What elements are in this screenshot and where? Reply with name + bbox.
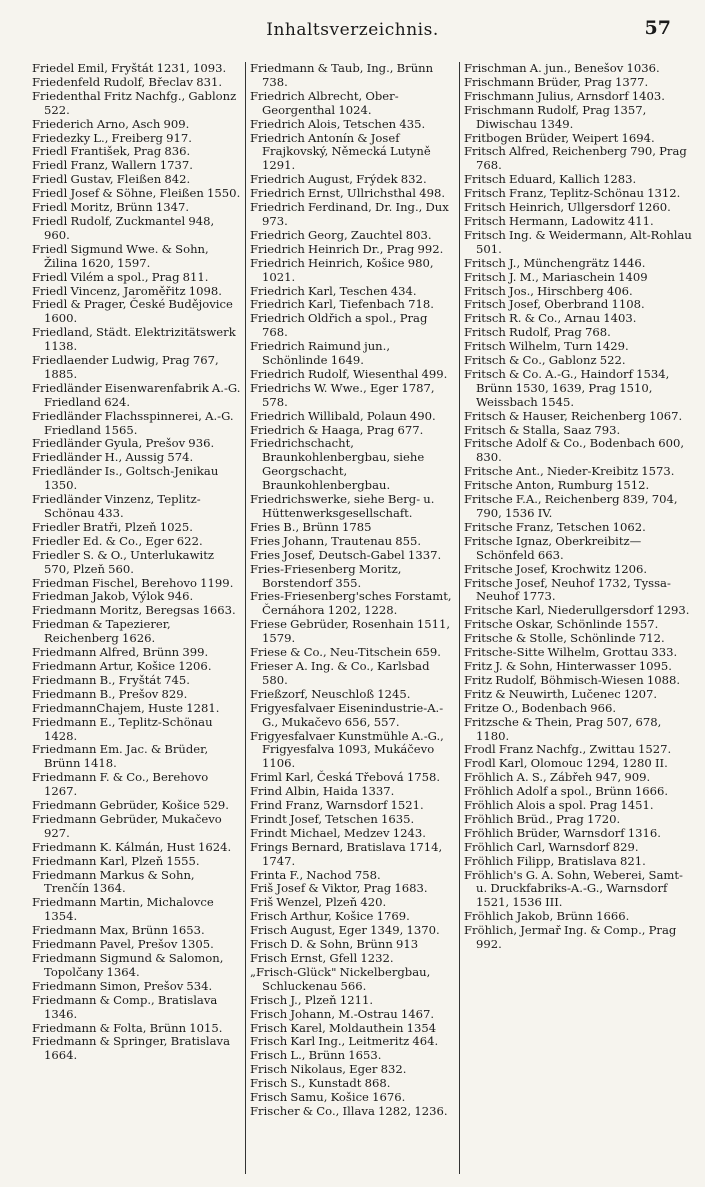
index-entry: Frisch August, Eger 1349, 1370. bbox=[250, 923, 440, 938]
index-entry: Frießzorf, Neuschloß 1245. bbox=[250, 686, 411, 701]
index-entry: Friedrich Heinrich Dr., Prag 992. bbox=[250, 241, 444, 256]
index-entry: Friedmann F. & Co., Berehovo 1267. bbox=[32, 770, 209, 799]
page-header bbox=[0, 14, 705, 44]
index-entry: Frischmann Rudolf, Prag 1357, Diwischau 1349. bbox=[464, 102, 647, 131]
index-column-1 bbox=[32, 62, 246, 1174]
index-entry: Friedler Ed. & Co., Eger 622. bbox=[32, 533, 203, 548]
index-entry: Fritsch Ing. & Weidermann, Alt-Rohlau 501. bbox=[464, 227, 692, 256]
index-entry: Friedrich Georg, Zauchtel 803. bbox=[250, 227, 432, 242]
index-entry: Frinta F., Nachod 758. bbox=[250, 867, 381, 882]
index-entry: Fritsch Heinrich, Ullgersdorf 1260. bbox=[464, 200, 671, 215]
index-entry: Fritsch & Co. A.-G., Haindorf 1534, Brünn 1530, 1639, Prag 1510, Weissbach 1545. bbox=[464, 366, 670, 409]
index-entry: Frisch L., Brünn 1653. bbox=[250, 1048, 382, 1063]
index-entry: Friedmann Artur, Košice 1206. bbox=[32, 658, 212, 673]
index-entry: Fritbogen Brüder, Weipert 1694. bbox=[464, 130, 655, 145]
index-entry: Friedrich Karl, Tiefenbach 718. bbox=[250, 297, 434, 312]
index-entry: Frisch Nikolaus, Eger 832. bbox=[250, 1062, 407, 1077]
index-entry: Frind Franz, Warnsdorf 1521. bbox=[250, 798, 424, 813]
index-entry: Frisch Karel, Moldauthein 1354 bbox=[250, 1020, 437, 1035]
index-entry: Friedmann E., Teplitz-Schönau 1428. bbox=[32, 714, 213, 743]
index-entry: Fröhlich Brüd., Prag 1720. bbox=[464, 811, 621, 826]
index-entry: Frindt Michael, Medzev 1243. bbox=[250, 825, 426, 840]
index-entry: Friedman Jakob, Výlok 946. bbox=[32, 589, 194, 604]
index-entry: Fritsch Hermann, Ladowitz 411. bbox=[464, 213, 654, 228]
index-entry: Friedler S. & O., Unterlukawitz 570, Plzeň 560. bbox=[32, 547, 214, 576]
index-entry: Friese Gebrüder, Rosenhain 1511, 1579. bbox=[250, 617, 451, 646]
index-entry: Fritsch & Hauser, Reichenberg 1067. bbox=[464, 408, 683, 423]
index-entry: Friedel Emil, Fryštát 1231, 1093. bbox=[32, 62, 227, 75]
index-entry: Fritzsche & Thein, Prag 507, 678, 1180. bbox=[464, 714, 662, 743]
index-columns bbox=[32, 62, 692, 1174]
index-entry: Friedrich & Haaga, Prag 677. bbox=[250, 422, 424, 437]
index-entry: Friedmann Simon, Prešov 534. bbox=[32, 978, 213, 993]
index-entry: Friedmann Max, Brünn 1653. bbox=[32, 923, 205, 938]
index-entry: Fritsche Oskar, Schönlinde 1557. bbox=[464, 617, 659, 632]
index-entry: Frind Albin, Haida 1337. bbox=[250, 784, 395, 799]
index-entry: Fritsch & Co., Gablonz 522. bbox=[464, 353, 626, 368]
index-entry: Frischer & Co., Illava 1282, 1236. bbox=[250, 1103, 448, 1118]
index-entry: Friedmann Alfred, Brünn 399. bbox=[32, 645, 209, 660]
index-entry: Fritsche & Stolle, Schönlinde 712. bbox=[464, 631, 665, 646]
index-entry: Fritsche Franz, Tetschen 1062. bbox=[464, 519, 646, 534]
index-entry: Fröhlich Alois a spol. Prag 1451. bbox=[464, 798, 654, 813]
index-entry: Friedmann B., Fryštát 745. bbox=[32, 672, 190, 687]
index-entry: Fries Johann, Trautenau 855. bbox=[250, 533, 422, 548]
index-entry: Friedländer Vinzenz, Teplitz-Schönau 433. bbox=[32, 492, 201, 520]
index-entry: Fröhlich Adolf a spol., Brünn 1666. bbox=[464, 784, 669, 799]
index-entry: Friedmann Martin, Michalovce 1354. bbox=[32, 895, 214, 924]
index-entry: Friedler Bratři, Plzeň 1025. bbox=[32, 519, 193, 534]
index-entry: Fritsche Josef, Neuhof 1732, Tyssa-Neuhof 1773. bbox=[464, 575, 671, 604]
index-entry: Friedmann B., Prešov 829. bbox=[32, 686, 188, 701]
index-entry: Friedland, Städt. Elektrizitätswerk 1138. bbox=[32, 325, 236, 354]
index-entry: Friedrich Karl, Teschen 434. bbox=[250, 283, 417, 298]
index-entry: Fritze O., Bodenbach 966. bbox=[464, 700, 617, 715]
index-entry: Friml Karl, Česká Třebová 1758. bbox=[250, 770, 441, 785]
index-entry: Friedmann Markus & Sohn, Trenčín 1364. bbox=[32, 867, 195, 896]
index-entry: Friedmann Pavel, Prešov 1305. bbox=[32, 937, 214, 952]
index-entry: Fröhlich Filipp, Bratislava 821. bbox=[464, 853, 646, 868]
index-entry: Frisch S., Kunstadt 868. bbox=[250, 1076, 391, 1091]
index-entry: Friedmann Karl, Plzeň 1555. bbox=[32, 853, 200, 868]
index-entry: Friedl Josef & Söhne, Fleißen 1550. bbox=[32, 186, 241, 201]
index-entry: Friedländer Flachsspinnerei, A.-G. Friedland 1565. bbox=[32, 408, 234, 437]
index-entry: Friedman Fischel, Berehovo 1199. bbox=[32, 575, 234, 590]
index-entry: Fritsche Ant., Nieder-Kreibitz 1573. bbox=[464, 464, 675, 479]
index-entry: Friedrichs W. Wwe., Eger 1787, 578. bbox=[250, 380, 435, 409]
index-entry: Friedezky L., Freiberg 917. bbox=[32, 130, 192, 145]
index-entry: „Frisch-Glück" Nickelbergbau, Schluckenau 566. bbox=[250, 964, 431, 993]
index-entry: Frodl Karl, Olomouc 1294, 1280 II. bbox=[464, 756, 668, 771]
index-entry: Fritsche-Sitte Wilhelm, Grottau 333. bbox=[464, 645, 678, 660]
index-entry: Friedl Gustav, Fleißen 842. bbox=[32, 172, 191, 187]
index-entry: Fritsch Jos., Hirschberg 406. bbox=[464, 283, 633, 298]
index-entry: Friedrich Ernst, Ullrichsthal 498. bbox=[250, 186, 446, 201]
index-entry: Fries-Friesenberg'sches Forstamt, Černáhora 1202, 1228. bbox=[250, 589, 452, 618]
index-entry: Friedrich Raimund jun., Schönlinde 1649. bbox=[250, 339, 391, 368]
index-entry: Friedrich Oldřich a spol., Prag 768. bbox=[250, 311, 428, 340]
index-entry: Friedenfeld Rudolf, Břeclav 831. bbox=[32, 74, 223, 89]
index-entry: Fritsch R. & Co., Arnau 1403. bbox=[464, 311, 637, 326]
index-entry: Friedl Sigmund Wwe. & Sohn, Žilina 1620, 1597. bbox=[32, 241, 209, 270]
index-entry: Fritsch Rudolf, Prag 768. bbox=[464, 325, 611, 340]
index-entry: Fritsch & Stalla, Saaz 793. bbox=[464, 422, 621, 437]
index-entry: Friedmann & Taub, Ing., Brünn 738. bbox=[250, 62, 434, 89]
index-entry: Friedmann Gebrüder, Mukačevo 927. bbox=[32, 811, 222, 840]
index-entry: Frischmann Julius, Arnsdorf 1403. bbox=[464, 88, 665, 103]
index-entry: Friedmann & Folta, Brünn 1015. bbox=[32, 1020, 223, 1035]
index-entry: Fritsch Alfred, Reichenberg 790, Prag 768. bbox=[464, 144, 687, 173]
index-entry: Fritz Rudolf, Böhmisch-Wiesen 1088. bbox=[464, 672, 681, 687]
index-entry: Friedrich Heinrich, Košice 980, 1021. bbox=[250, 255, 434, 284]
index-entry: Friederich Arno, Asch 909. bbox=[32, 116, 190, 131]
index-entry: Friedländer Is., Goltsch-Jenikau 1350. bbox=[32, 464, 219, 493]
index-entry: Fröhlich A. S., Zábřeh 947, 909. bbox=[464, 770, 651, 785]
index-entry: Fritz J. & Sohn, Hinterwasser 1095. bbox=[464, 658, 672, 673]
index-entry: Friedl Franz, Wallern 1737. bbox=[32, 158, 193, 173]
index-entry: Fritz & Neuwirth, Lučenec 1207. bbox=[464, 686, 658, 701]
index-entry: Fritsche Karl, Niederullgersdorf 1293. bbox=[464, 603, 690, 618]
index-entry: Friedrich Ferdinand, Dr. Ing., Dux 973. bbox=[250, 200, 449, 228]
page-title: Inhaltsverzeichnis. bbox=[266, 20, 439, 40]
index-entry: Friedl & Prager, České Budějovice 1600. bbox=[32, 297, 233, 326]
index-entry: Frisch Johann, M.-Ostrau 1467. bbox=[250, 1006, 435, 1021]
index-entry: Frisch Ernst, Gfell 1232. bbox=[250, 951, 394, 965]
index-entry: Friedl Vilém a spol., Prag 811. bbox=[32, 269, 209, 284]
index-entry: Frischman A. jun., Benešov 1036. bbox=[464, 62, 660, 75]
index-entry: Fries Josef, Deutsch-Gabel 1337. bbox=[250, 547, 442, 562]
index-entry: Frischmann Brüder, Prag 1377. bbox=[464, 74, 649, 89]
index-entry: Friedmann & Springer, Bratislava 1664. bbox=[32, 1034, 230, 1063]
index-entry: Fritsche Adolf & Co., Bodenbach 600, 830. bbox=[464, 436, 685, 465]
index-entry: Fritsche Ignaz, Oberkreibitz—Schönfeld 663. bbox=[464, 533, 642, 562]
index-entry: Friedmann Gebrüder, Košice 529. bbox=[32, 798, 229, 813]
index-entry: Friedrich Alois, Tetschen 435. bbox=[250, 116, 426, 131]
index-entry: Friedländer H., Aussig 574. bbox=[32, 450, 194, 465]
index-entry: Friedl František, Prag 836. bbox=[32, 144, 191, 159]
index-entry: Friedrich August, Frýdek 832. bbox=[250, 172, 427, 187]
index-entry: Fries B., Brünn 1785 bbox=[250, 519, 372, 534]
index-entry: Frindt Josef, Tetschen 1635. bbox=[250, 811, 415, 826]
index-entry: Friedl Vincenz, Jaroměřitz 1098. bbox=[32, 283, 222, 298]
index-entry: Frisch D. & Sohn, Brünn 913 bbox=[250, 937, 419, 952]
index-entry: Friedmann Moritz, Beregsas 1663. bbox=[32, 603, 236, 618]
index-entry: Friedländer Gyula, Prešov 936. bbox=[32, 436, 215, 451]
index-entry: Friedenthal Fritz Nachfg., Gablonz 522. bbox=[32, 88, 237, 117]
index-entry: Frisch J., Plzeň 1211. bbox=[250, 992, 374, 1007]
index-entry: Frings Bernard, Bratislava 1714, 1747. bbox=[250, 839, 443, 868]
index-entry: Fröhlich, Jermař Ing. & Comp., Prag 992. bbox=[464, 923, 677, 952]
index-entry: Friedl Moritz, Brünn 1347. bbox=[32, 200, 190, 215]
index-entry: Friedrich Willibald, Polaun 490. bbox=[250, 408, 436, 423]
index-entry: Fröhlich Carl, Warnsdorf 829. bbox=[464, 839, 639, 854]
index-entry: Fritsche Anton, Rumburg 1512. bbox=[464, 478, 650, 493]
index-entry: Friš Josef & Viktor, Prag 1683. bbox=[250, 881, 428, 896]
index-entry: Friedl Rudolf, Zuckmantel 948, 960. bbox=[32, 213, 215, 242]
index-entry: Fries-Friesenberg Moritz, Borstendorf 355. bbox=[250, 561, 402, 590]
index-column-3 bbox=[460, 62, 692, 1174]
index-entry: Fritsch Franz, Teplitz-Schönau 1312. bbox=[464, 186, 681, 201]
index-entry: Friese & Co., Neu-Titschein 659. bbox=[250, 645, 441, 660]
index-entry: Fritsch Wilhelm, Turn 1429. bbox=[464, 339, 629, 354]
index-entry: Fritsch J. M., Mariaschein 1409 bbox=[464, 269, 648, 284]
index-entry: Fritsche Josef, Krochwitz 1206. bbox=[464, 561, 648, 576]
index-entry: Frigyesfalvaer Eisenindustrie-A.-G., Mukačevo 656, 557. bbox=[250, 700, 444, 729]
index-entry: FriedmannChajem, Huste 1281. bbox=[32, 700, 220, 715]
index-entry: Frisch Karl Ing., Leitmeritz 464. bbox=[250, 1034, 439, 1049]
index-entry: Friedrich Rudolf, Wiesenthal 499. bbox=[250, 366, 448, 381]
index-entry: Friedländer Eisenwarenfabrik A.-G. Friedland 624. bbox=[32, 380, 241, 409]
index-entry: Frigyesfalvaer Kunstmühle A.-G., Frigyesfalva 1093, Mukáčevo 1106. bbox=[250, 728, 444, 771]
index-entry: Friedmann K. Kálmán, Hust 1624. bbox=[32, 839, 232, 854]
index-entry: Fritsch J., Münchengrätz 1446. bbox=[464, 255, 646, 270]
index-entry: Friedlaender Ludwig, Prag 767, 1885. bbox=[32, 353, 219, 381]
index-entry: Friedmann Em. Jac. & Brüder, Brünn 1418. bbox=[32, 742, 209, 771]
index-entry: Fröhlich Brüder, Warnsdorf 1316. bbox=[464, 825, 661, 840]
index-entry: Frodl Franz Nachfg., Zwittau 1527. bbox=[464, 742, 672, 757]
page-number: 57 bbox=[644, 17, 671, 39]
index-entry: Friedmann & Comp., Bratislava 1346. bbox=[32, 992, 218, 1021]
index-entry: Fritsch Josef, Oberbrand 1108. bbox=[464, 297, 645, 312]
index-entry: Friedrich Antonín & Josef Frajkovský, Německá Lutyně 1291. bbox=[250, 130, 431, 173]
index-entry: Fröhlich Jakob, Brünn 1666. bbox=[464, 909, 630, 924]
index-entry: Friedrichschacht, Braunkohlenbergbau, siehe Georgschacht, Braunkohlenbergbau. bbox=[250, 436, 425, 493]
index-entry: Friš Wenzel, Plzeň 420. bbox=[250, 895, 387, 910]
index-entry: Frisch Arthur, Košice 1769. bbox=[250, 909, 410, 924]
index-entry: Friedrich Albrecht, Ober-Georgenthal 1024. bbox=[250, 88, 399, 117]
index-entry: Frisch Samu, Košice 1676. bbox=[250, 1090, 406, 1105]
index-entry: Friedmann Sigmund & Salomon, Topolčany 1364. bbox=[32, 951, 224, 979]
index-entry: Fritsche F.A., Reichenberg 839, 704, 790, 1536 IV. bbox=[464, 492, 678, 520]
index-column-2 bbox=[246, 62, 460, 1174]
index-entry: Frieser A. Ing. & Co., Karlsbad 580. bbox=[250, 658, 430, 687]
index-entry: Friedrichswerke, siehe Berg- u. Hüttenwerksgesellschaft. bbox=[250, 492, 435, 520]
index-entry: Fritsch Eduard, Kallich 1283. bbox=[464, 172, 637, 187]
index-entry: Friedman & Tapezierer, Reichenberg 1626. bbox=[32, 617, 171, 646]
index-entry: Fröhlich's G. A. Sohn, Weberei, Samt- u. Druckfabriks-A.-G., Warnsdorf 1521, 1536 III. bbox=[464, 867, 683, 910]
